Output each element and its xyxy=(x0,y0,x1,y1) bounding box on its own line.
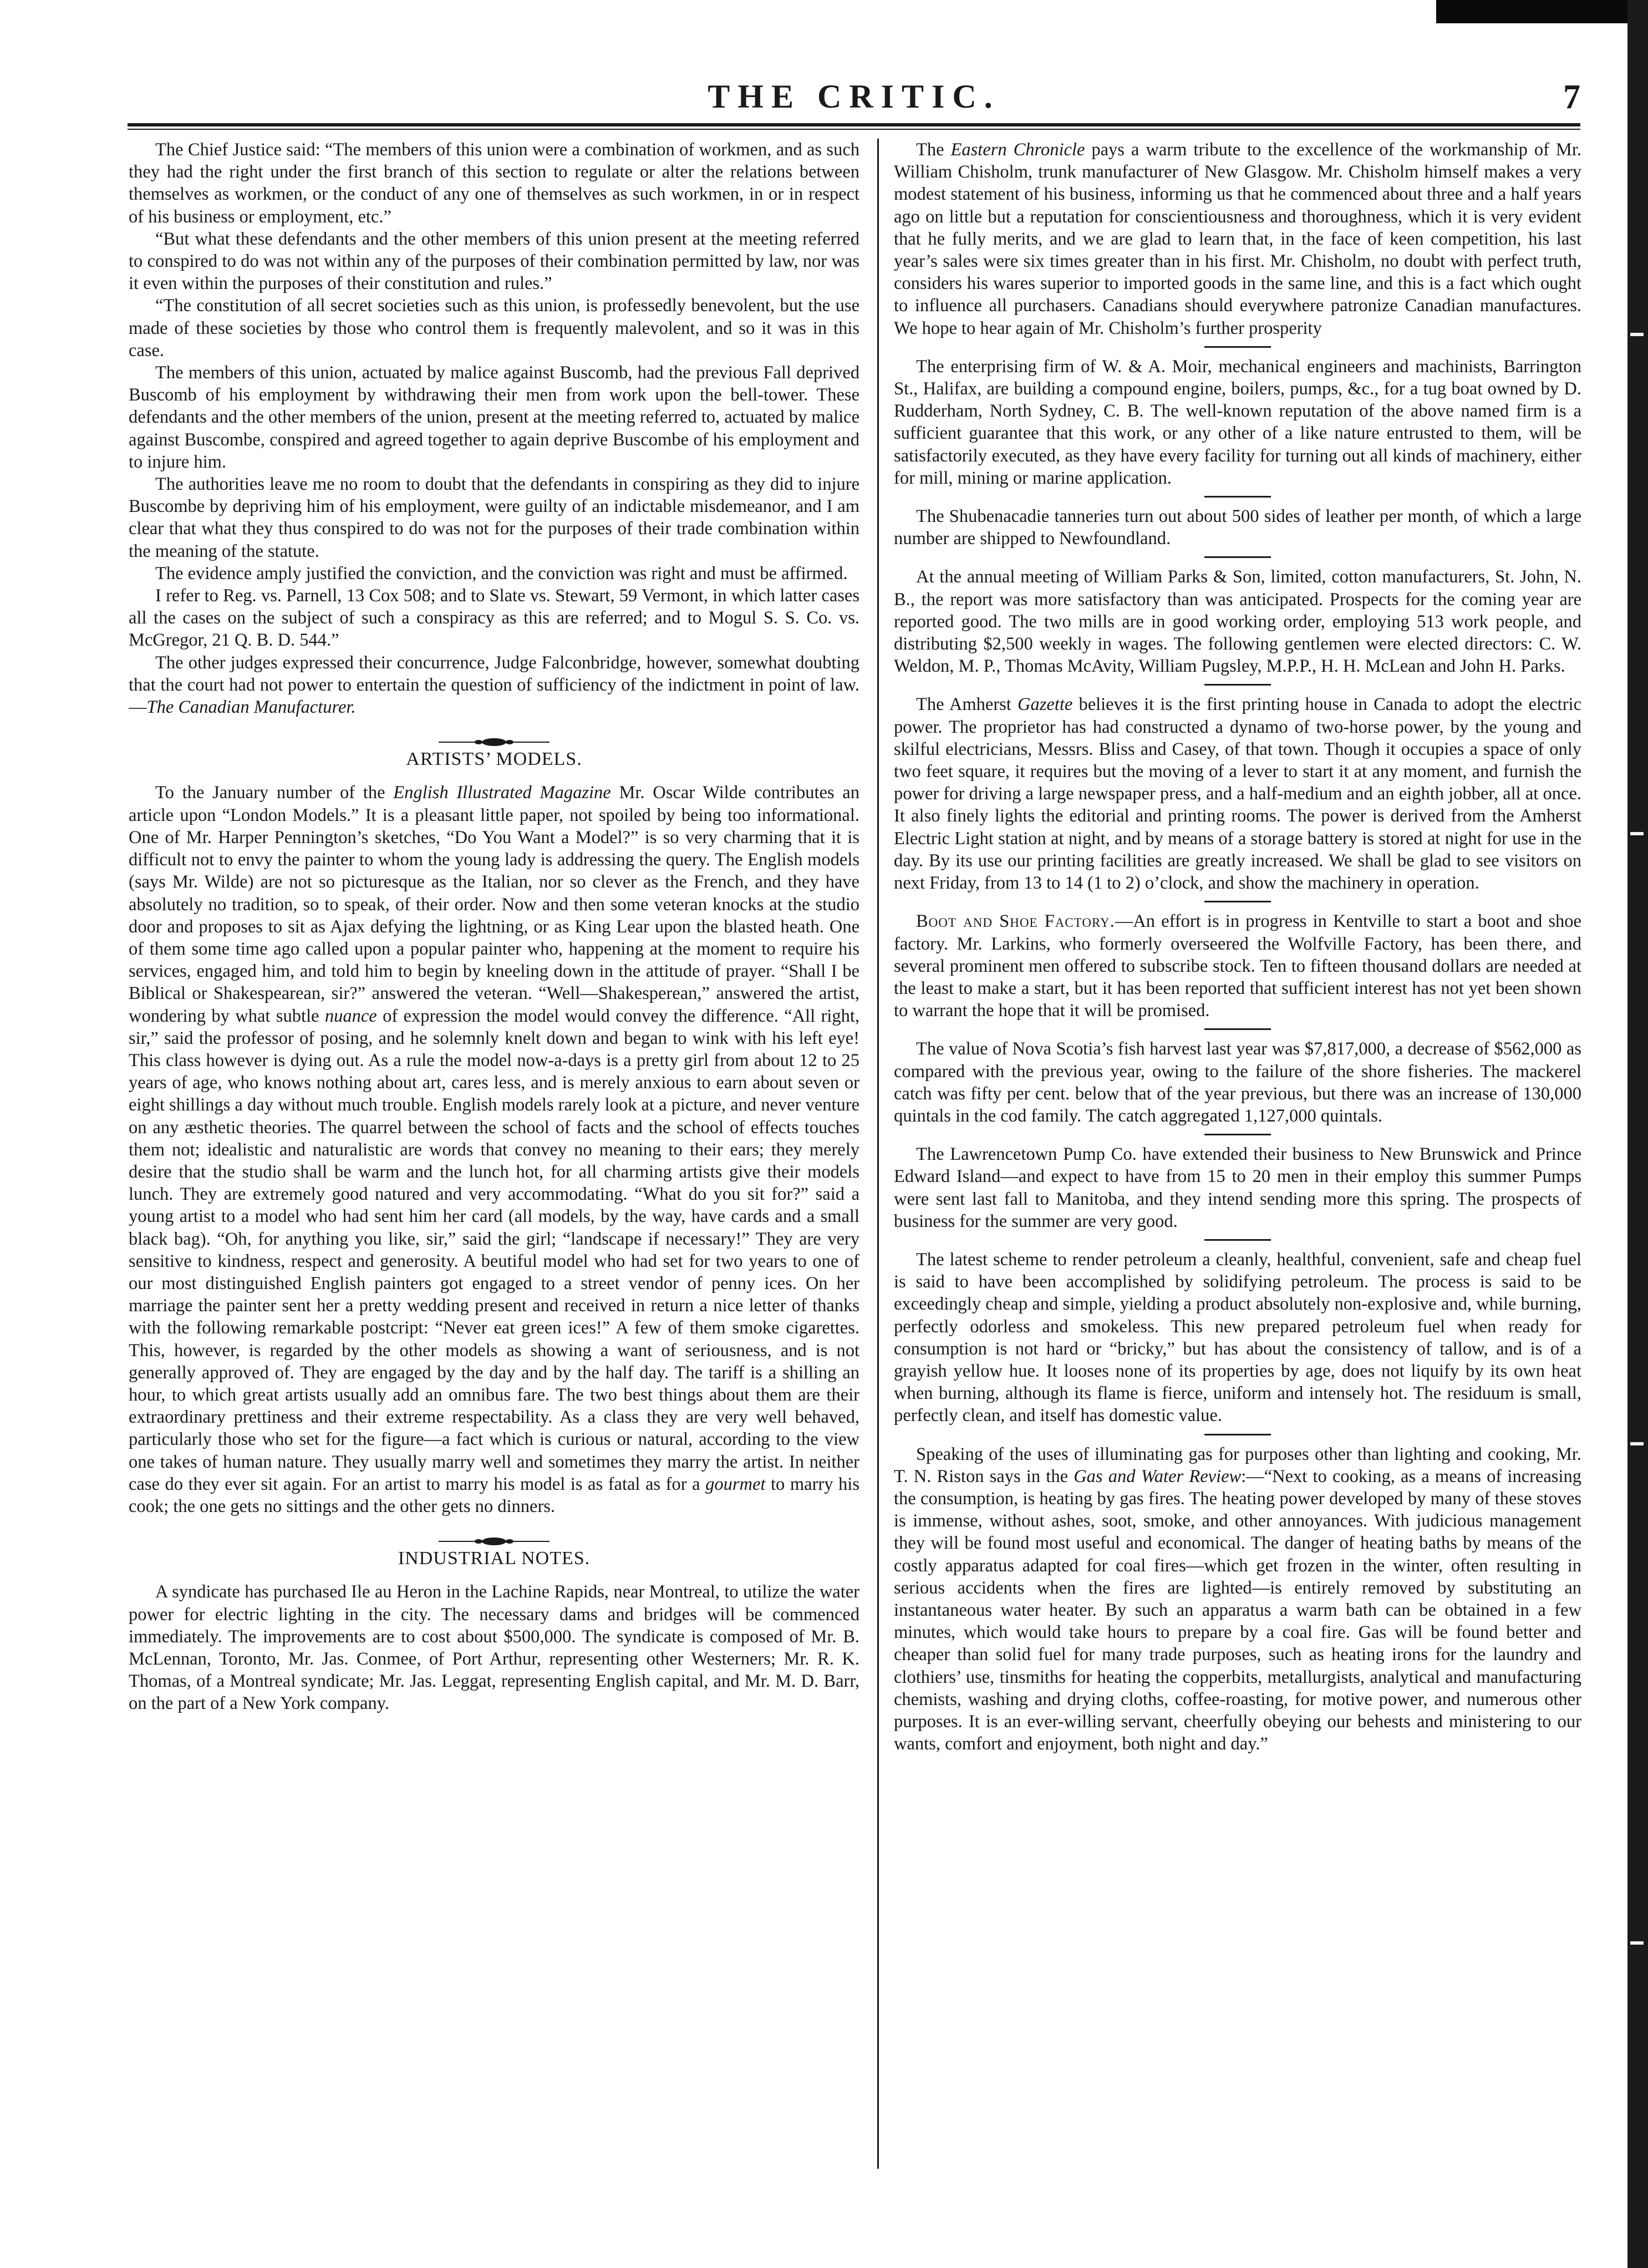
industrial-note-tanneries: The Shubenacadie tanneries turn out about 500 sides of leather per month, of which a large number are shipped to Newfoundland. xyxy=(894,506,1581,549)
court-paragraph: I refer to Reg. vs. Parnell, 13 Cox 508; and to Slate vs. Stewart, 59 Vermont, in which latter cases all the cases on the subject of such a conspiracy as this are referred; and to Mogul S. S. Co. vs. McGregor, 21 Q. B. D. 544.” xyxy=(129,586,859,651)
artists-models-heading: ARTISTS’ MODELS. xyxy=(406,749,582,770)
scan-edge-mark xyxy=(1630,1442,1644,1445)
masthead-rule-thin xyxy=(128,129,1580,130)
magazine-title: English Illustrated Magazine xyxy=(393,783,611,803)
court-paragraph: The members of this union, actuated by malice against Buscomb, had the previous Fall deprived Buscomb of his employment by withdrawing their men from work upon the bell-tower. These defendants and the other members of the union, present at the meeting referred to, actuated by malice against Buscombe, conspired and agreed together to again deprive Buscombe of his employment and to injure him. xyxy=(129,363,859,472)
scan-edge-mark xyxy=(1630,333,1644,336)
scan-border-top xyxy=(1436,0,1648,23)
right-column xyxy=(894,139,1581,2180)
note-text: pays a warm tribute to the excellence of the workmanship of Mr. William Chisholm, trunk manufacturer of New Glasgow. Mr. Chisholm himself makes a very modest statement of his business, informing us that he commenced about three and a half years ago on little but a reputation for conscientiousness and thoroughness, which it is very evident that he fully merits, and we are glad to learn that, in the face of keen competition, his last year’s sales were six times greater than in his first. Mr. Chisholm, no doubt with perfect truth, considers his wares superior to imported goods in the same line, and this is a fact which ought to influence all purchasers. Canadians should everywhere patronize Canadian manufactures. We hope to hear again of Mr. Chisholm’s further prosperity xyxy=(894,140,1581,338)
italic-word: gourmet xyxy=(705,1474,766,1494)
scan-edge-mark xyxy=(1630,1941,1644,1945)
industrial-note-pump: The Lawrencetown Pump Co. have extended their business to New Brunswick and Prince Edward Island—and expect to have from 15 to 20 men in their employ this summer Pumps were sent last fall to Manitoba, and they intend sending more this spring. The prospects of business for the summer are very good. xyxy=(894,1144,1581,1231)
industrial-note-moir: The enterprising firm of W. & A. Moir, mechanical engineers and machinists, Barrington St., Halifax, are building a compound engine, boilers, pumps, &c., for a tug boat owned by D. Rudderham, North Sydney, C. B. The well-known reputation of the above named firm is a sufficient guarantee that this work, or any other of a like nature entrusted to them, will be satisfactorily executed, as they have every facility for turning out all kinds of machinery, either for mill, mining or marine application. xyxy=(894,356,1581,488)
note-separator xyxy=(1204,1134,1271,1135)
industrial-note-chisholm xyxy=(894,139,1581,339)
industrial-note-boot-factory xyxy=(894,910,1581,1022)
court-paragraph: The evidence amply justified the conviction, and the conviction was right and must be affirmed. xyxy=(155,563,848,584)
scan-edge-mark xyxy=(1630,832,1644,835)
court-closing-text: The other judges expressed their concurrence, Judge Falconbridge, however, somewhat doubting that the court had not power to entertain the question of sufficiency of the indictment in point of law.— xyxy=(129,652,859,718)
note-text: believes it is the first printing house in Canada to adopt the electric power. The proprietor has had constructed a dynamo of two-horse power, by the young and skilful electricians, Messrs. Bliss and Casey, of that town. Though it occupies a space of only two feet square, it requires but the moving of a lever to start it at any moment, and furnish the power for driving a large newspaper press, and a half-medium and an eighth jobber, all at once. It also finely lights the editorial and printing rooms. The power is derived from the Amherst Electric Light station at night, and by means of a storage battery is stored at night for use in the day. By its use our printing facilities are greatly increased. We shall be glad to see visitors on next Friday, from 13 to 14 (1 to 2) o’clock, and show the machinery in operation. xyxy=(894,694,1581,894)
industrial-note-parks: At the annual meeting of William Parks & Son, limited, cotton manufacturers, St. John, N. B., the report was more satisfactory than was anticipated. Prospects for the coming year are reported good. The two mills are in good working order, employing 513 work people, and distributing $2,500 weekly in wages. The following gentlemen were elected directors: C. W. Weldon, M. P., Thomas McAvity, William Pugsley, M.P.P., H. H. McLean and John H. Parks. xyxy=(894,567,1581,677)
note-text: —An effort is in progress in Kentville to start a boot and shoe factory. Mr. Larkins, who formerly overseered the Wolfville Factory, has been there, and several prominent men offered to subscribe stock. Ten to fifteen thousand dollars are needed at the least to make a start, but it has been reported that sufficient interest has not yet been shown to warrant the hope that it will be promised. xyxy=(894,911,1581,1021)
note-separator xyxy=(1204,1239,1271,1241)
industrial-notes-heading: INDUSTRIAL NOTES. xyxy=(398,1548,591,1569)
masthead-title: THE CRITIC. xyxy=(708,78,1000,115)
article-text: Mr. Oscar Wilde contributes an article upon “London Models.” It is a pleasant little paper, not spoiled by being too informational. One of Mr. Harper Pennington’s sketches, “Do You Want a Model?” is so very charming that it is difficult not to envy the painter to whom the young lady is addressing the query. The English models (says Mr. Wilde) are not so picturesque as the Italian, nor so clever as the French, and they have absolutely no tradition, so to speak, of their order. Now and then some veteran knocks at the studio door and proposes to sit as Ajax defying the lightning, or as King Lear upon the blasted heath. One of them some time ago called upon a popular painter who, happening at the moment to require his services, engaged him, and told him to begin by kneeling down in the attitude of prayer. “Shall I be Biblical or Shakespearean, sir?” answered the veteran. “Well—Shakesperean,” answered the artist, wondering by what subtle xyxy=(129,783,859,1026)
newspaper-name: Eastern Chronicle xyxy=(950,140,1085,160)
artists-models-article xyxy=(129,782,859,1518)
article-text: of expression the model would convey the difference. “All right, sir,” said the professor of posing, and he solemnly knelt down and began to wink with his left eye! This class however is dying out. As a rule the model now-a-days is a pretty girl from about 12 to 25 years of age, who knows nothing about art, cares less, and is merely anxious to earn about seven or eight shillings a day without much trouble. English models rarely look at a picture, and never venture on any æsthetic theories. The quarrel between the school of facts and the school of effects touches them not; idealistic and naturalistic are words that convey no meaning to their ears; they merely desire that the studio shall be warm and the lunch hot, for all charming artists give their models lunch. They are extremely good natured and very accommodating. “What do you sit for?” said a young artist to a model who had sent him her card (all models, by the way, have cards and a small black bag). “Oh, for anything you like, sir,” said the girl; “landscape if necessary!” They are very sensitive to kindness, respect and generosity. A beutiful model who had set for two years to one of our most distinguished English painters got engaged to a street vendor of penny ices. On her marriage the painter sent her a pretty wedding present and received in return a nice letter of thanks with the following remarkable postcript: “Never eat green ices!” A few of them smoke cigarettes. This, however, is regarded by the other models as showing a want of seriousness, and is not generally approved of. They are engaged by the day and by the half day. The tariff is a shilling an hour, to which great artists usually add an omnibus fare. The two best things about them are their extraordinary prettiness and their extreme respectability. As a class they are very well behaved, particularly those who set for the figure—a fact which is curious or natural, according to the view one takes of human nature. They usually marry well and sometimes they marry the artist. In neither case do they ever sit again. For an artist to marry his model is as fatal as for a xyxy=(129,1006,859,1494)
note-separator xyxy=(1204,556,1271,558)
industrial-note-fisheries: The value of Nova Scotia’s fish harvest last year was $7,817,000, a decrease of $562,000 as compared with the previous year, owing to the failure of the shore fisheries. The mackerel catch was fifty per cent. below that of the year previous, but there was an increase of 130,000 quintals in the cod family. The catch aggregated 1,127,000 quintals. xyxy=(894,1039,1581,1126)
italic-word: nuance xyxy=(324,1006,377,1026)
section-ornament xyxy=(129,1530,859,1540)
masthead xyxy=(128,78,1580,116)
court-paragraph: The Chief Justice said: “The members of this union were a combination of workmen, and as such they had the right under the first branch of this section to regulate or alter the relations between themselves as workmen, or the conduct of any one of themselves as such workmen, in or in respect of his business or employment, etc.” xyxy=(129,140,859,227)
article-text: to marry his cook; the one gets no sittings and the other gets no dinners. xyxy=(129,1474,859,1516)
note-separator xyxy=(1204,1434,1271,1435)
note-separator xyxy=(1204,684,1271,686)
left-column xyxy=(129,139,859,2180)
scan-border-right xyxy=(1627,0,1648,2268)
masthead-rule xyxy=(128,123,1580,126)
court-paragraph: “But what these defendants and the other members of this union present at the meeting referred to conspired to do was not within any of the purposes of their combination permitted by law, nor was it even within the purposes of their constitution and rules.” xyxy=(129,229,859,294)
court-paragraph: “The constitution of all secret societies such as this union, is professedly benevolent, but the use made of these societies by those who control them is frequently malevolent, and so it was in this case. xyxy=(129,296,859,361)
industrial-note: A syndicate has purchased Ile au Heron in the Lachine Rapids, near Montreal, to utilize the water power for electric lighting in the city. The necessary dams and bridges will be commenced immediately. The improvements are to cost about $500,000. The syndicate is composed of Mr. B. McLennan, Toronto, Mr. Jas. Conmee, of Port Arthur, representing other Westerners; Mr. R. K. Thomas, of a Montreal syndicate; Mr. Jas. Leggat, representing English capital, and Mr. M. D. Barr, on the part of a New York company. xyxy=(129,1582,859,1714)
note-separator xyxy=(1204,901,1271,902)
page-number: 7 xyxy=(1563,78,1580,116)
industrial-note-amherst xyxy=(894,693,1581,894)
note-text: The Amherst xyxy=(916,694,1018,715)
note-separator xyxy=(1204,1028,1271,1030)
industrial-note-gas xyxy=(894,1443,1581,1755)
article-text: To the January number of the xyxy=(155,783,394,803)
note-text: The xyxy=(916,140,951,160)
note-separator xyxy=(1204,496,1271,498)
note-lead-in: Boot and Shoe Factory. xyxy=(916,911,1115,932)
section-ornament xyxy=(129,730,859,740)
court-paragraph: The authorities leave me no room to doubt that the defendants in conspiring as they did to injure Buscombe by depriving him of his employment, were guilty of an indictable misdemeanor, and I am clear that what they thus conspired to do was not for the purposes of their trade combination within the meaning of the statute. xyxy=(129,474,859,561)
newspaper-name: Gazette xyxy=(1018,694,1073,715)
column-divider xyxy=(877,139,879,2169)
court-source: The Canadian Manufacturer. xyxy=(146,697,356,718)
court-report xyxy=(129,139,859,718)
note-text: Speaking of the uses of illuminating gas for purposes other than lighting and cooking, Mr. T. N. Riston says in the xyxy=(894,1444,1581,1486)
note-text: :—“Next to cooking, as a means of increasing the consumption, is heating by gas fires. The heating power developed by many of these stoves is immense, without ashes, soot, smoke, and other annoyances. With judicious management they will be found most useful and economical. The danger of heating baths by means of the costly apparatus adapted for coal fires—which get frozen in the winter, often resulting in serious accidents when the fires are lighted—is entirely removed by substituting an instantaneous water heater. By such an apparatus a warm bath can be obtained in a few minutes, which would take hours to prepare by a coal fire. Gas will be found better and cheaper than solid fuel for many trade purposes, such as heating irons for the laundry and clothiers’ use, tinsmiths for heating the copperbits, metallurgists, analytical and manufacturing chemists, washing and drying cloths, coffee-roasting, for motive power, and numerous other purposes. It is an ever-willing servant, cheerfully obeying our behests and ministering to our wants, comfort and enjoyment, both night and day.” xyxy=(894,1466,1581,1754)
journal-name: Gas and Water Review xyxy=(1074,1466,1242,1486)
note-separator xyxy=(1204,346,1271,348)
court-closing xyxy=(129,652,859,719)
industrial-note-petroleum: The latest scheme to render petroleum a cleanly, healthful, convenient, safe and cheap fuel is said to have been accomplished by solidifying petroleum. The process is said to be exceedingly cheap and simple, yielding a product absolutely non-explosive and, while burning, perfectly odorless and smokeless. This new prepared petroleum fuel when ready for consumption is not hard or “bricky,” but has about the consistency of tallow, and is of a grayish yellow hue. It looses none of its properties by age, does not liquify by its own heat when burning, although its flame is fierce, uniform and intensely hot. The residuum is small, perfectly clean, and itself has domestic value. xyxy=(894,1249,1581,1426)
